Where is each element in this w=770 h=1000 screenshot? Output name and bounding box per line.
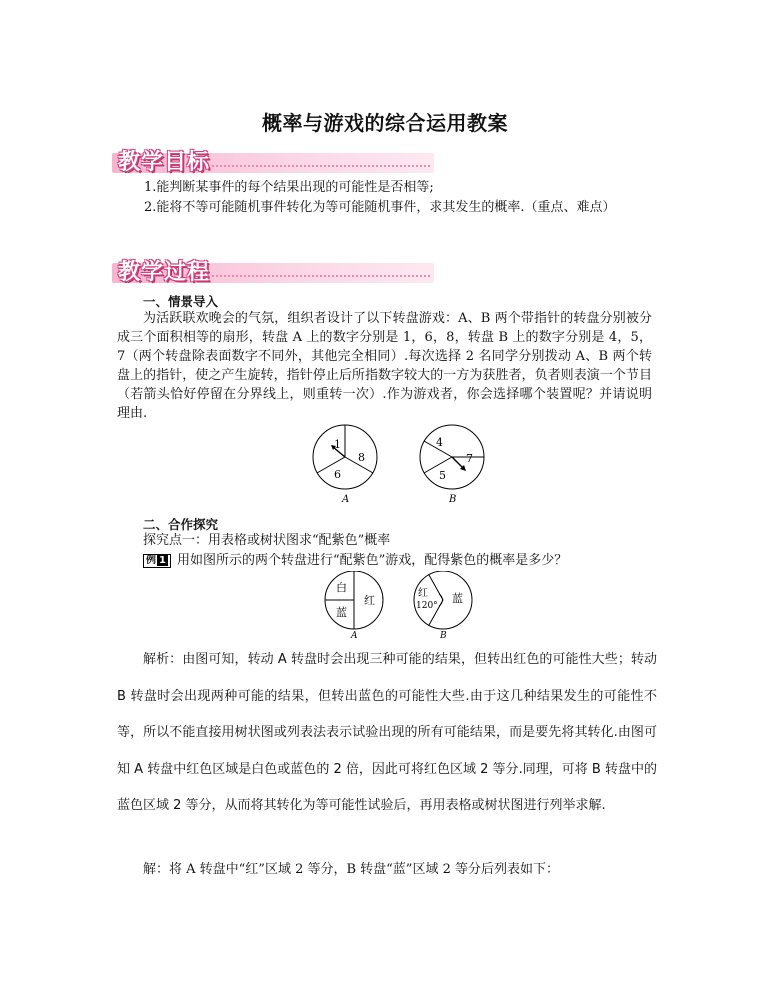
section-label: 教学过程 xyxy=(118,260,211,285)
spinner-a-number: 1 xyxy=(334,438,341,451)
color-spinner-a-label: A xyxy=(351,631,358,641)
part1-paragraph: 为活跃联欢晚会的气氛，组织者设计了以下转盘游戏：A、B 两个带指针的转盘分别被分成三个面积相等的扇形，转盘 A 上的数字分别是 1，6，8，转盘 B 上的数字分别是 4，5，7（两个转盘除表面数字不同外，其他完全相同）.每次选择 2 名同学分别拨动 A、B 两个转盘上的指针，使之产生旋转，指针停止后所指数字较大的一方为获胜者，负者则表演一个节目（若箭头恰好停留在分界线上，则重转一次）.作为游戏者，你会选择哪个装置呢？并请说明理由. xyxy=(117,311,652,421)
dotted-divider xyxy=(212,165,430,167)
example-1 xyxy=(143,551,567,571)
angle-label: 120° xyxy=(416,601,438,611)
section-label: 教学目标 xyxy=(118,150,211,175)
page-title: 概率与游戏的综合运用教案 xyxy=(262,111,508,135)
spinner-a-number: 8 xyxy=(358,451,365,464)
red-region-label: 红 xyxy=(364,594,375,607)
section-header-objectives xyxy=(112,151,434,177)
objective-1: 1.能判断某事件的每个结果出现的可能性是否相等; xyxy=(144,180,434,195)
example-badge: 例 1 xyxy=(143,554,171,568)
analysis-paragraph xyxy=(117,642,657,825)
example-text: 用如图所示的两个转盘进行“配紫色”游戏，配得紫色的概率是多少？ xyxy=(176,553,568,568)
spinner-b-number: 5 xyxy=(439,469,446,482)
spinner-b-number: 7 xyxy=(466,452,473,465)
spinner-b-label: B xyxy=(449,494,457,505)
white-region-label: 白 xyxy=(336,581,347,594)
spinner-figure-1 xyxy=(300,422,510,508)
spinner-a xyxy=(313,425,377,505)
spinner-a-number: 6 xyxy=(334,468,341,481)
blue-region-label: 蓝 xyxy=(336,606,347,619)
spinner-figure-2 xyxy=(316,571,486,643)
dotted-divider xyxy=(212,275,430,277)
part2-heading: 二、合作探究 xyxy=(143,517,219,532)
spinner-b-number: 4 xyxy=(436,436,443,449)
part1-heading: 一、情景导入 xyxy=(143,294,219,309)
blue-region-label: 蓝 xyxy=(452,592,463,605)
analysis-text: 由图可知，转动 A 转盘时会出现三种可能的结果，但转出红色的可能性大些；转动 B 转盘时会出现两种可能的结果，但转出蓝色的可能性大些.由于这几种结果发生的可能性不等，所以不能直接用树状图或列表法表示试验出现的所有可能结果，而是要先将其转化.由图可知 A 转盘中红色区域是白色或蓝色的 2 倍，因此可将红色区域 2 等分.同理，可将 B 转盘中的蓝色区域 2 等分，从而将其转化为等可能性试验后，再用表格或树状图进行列举求解. xyxy=(117,652,657,813)
solution-line: 解：将 A 转盘中“红”区域 2 等分，B 转盘“蓝”区域 2 等分后列表如下： xyxy=(143,862,559,877)
color-spinner-b xyxy=(414,571,472,641)
section-header-process xyxy=(112,261,434,287)
spinner-a-label: A xyxy=(342,494,350,505)
color-spinner-b-label: B xyxy=(440,631,447,641)
color-spinner-a xyxy=(325,571,383,641)
probe-point: 探究点一：用表格或树状图求“配紫色”概率 xyxy=(143,533,391,548)
analysis-prefix: 解析： xyxy=(143,652,183,667)
objective-2: 2.能将不等可能随机事件转化为等可能随机事件，求其发生的概率.（重点、难点） xyxy=(144,200,616,215)
spinner-b xyxy=(420,425,484,505)
red-region-label: 红 xyxy=(418,588,428,599)
